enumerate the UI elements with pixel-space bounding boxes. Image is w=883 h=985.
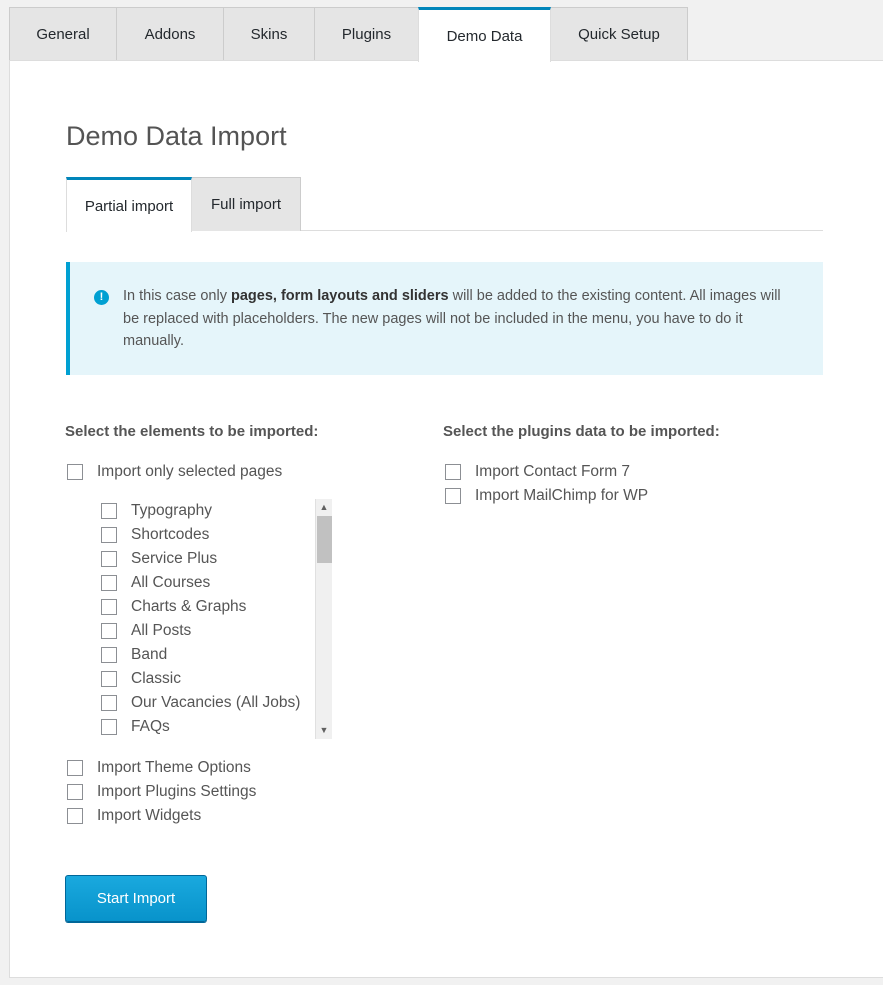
page-checkbox[interactable] <box>101 671 117 687</box>
page-checkbox[interactable] <box>101 527 117 543</box>
page-item-service-plus[interactable] <box>101 548 217 570</box>
notice-text-bold: pages, form layouts and sliders <box>231 288 449 304</box>
import-only-selected-checkbox[interactable] <box>67 464 83 480</box>
page-label: Typography <box>131 502 212 519</box>
import-mailchimp-checkbox[interactable] <box>445 488 461 504</box>
page-item-classic[interactable] <box>101 668 181 690</box>
import-widgets-checkbox[interactable] <box>67 808 83 824</box>
import-theme-options-option[interactable] <box>67 757 251 779</box>
page-label: Band <box>131 646 168 663</box>
page-label: FAQs <box>131 718 170 735</box>
import-contact-form-7-option[interactable] <box>445 461 630 483</box>
page-label: Classic <box>131 670 181 687</box>
tab-partial-import[interactable]: Partial import <box>66 177 192 232</box>
page-checkbox[interactable] <box>101 719 117 735</box>
notice-text-before: In this case only <box>123 288 231 304</box>
tab-general[interactable]: General <box>9 7 117 61</box>
page-item-shortcodes[interactable] <box>101 524 209 546</box>
page-checkbox[interactable] <box>101 551 117 567</box>
import-plugins-settings-option[interactable] <box>67 781 256 803</box>
page-item-charts-graphs[interactable] <box>101 596 246 618</box>
checkbox-label: Import Plugins Settings <box>97 783 257 800</box>
tab-quick-setup[interactable]: Quick Setup <box>550 7 688 61</box>
page-title: Demo Data Import <box>66 121 287 151</box>
tab-full-import[interactable]: Full import <box>191 177 301 231</box>
page-checkbox[interactable] <box>101 599 117 615</box>
page-checkbox[interactable] <box>101 503 117 519</box>
checkbox-label: Import MailChimp for WP <box>475 487 649 504</box>
page-item-typography[interactable] <box>101 500 212 522</box>
page-label: Charts & Graphs <box>131 598 247 615</box>
page-label: Our Vacancies (All Jobs) <box>131 694 301 711</box>
exclamation-circle-icon: ! <box>94 290 109 305</box>
import-mailchimp-option[interactable] <box>445 485 648 507</box>
page-item-band[interactable] <box>101 644 167 666</box>
tab-plugins[interactable]: Plugins <box>314 7 419 61</box>
page-label: All Posts <box>131 622 192 639</box>
page-item-our-vacancies[interactable] <box>101 692 300 714</box>
pages-list-scrollbar[interactable] <box>315 499 332 739</box>
page-item-all-posts[interactable] <box>101 620 191 642</box>
page-checkbox[interactable] <box>101 575 117 591</box>
checkbox-label: Import Theme Options <box>97 759 251 776</box>
page-checkbox[interactable] <box>101 623 117 639</box>
checkbox-label: Import Widgets <box>97 807 202 824</box>
chevron-down-icon[interactable]: ▼ <box>319 725 329 735</box>
elements-section-label: Select the elements to be imported: <box>65 423 319 440</box>
plugins-section-label: Select the plugins data to be imported: <box>443 423 720 440</box>
page-item-all-courses[interactable] <box>101 572 210 594</box>
tab-addons[interactable]: Addons <box>116 7 224 61</box>
page-label: All Courses <box>131 574 211 591</box>
import-contact-form-7-checkbox[interactable] <box>445 464 461 480</box>
scrollbar-thumb[interactable] <box>317 516 332 563</box>
tab-demo-data[interactable]: Demo Data <box>418 7 551 62</box>
page-label: Shortcodes <box>131 526 210 543</box>
tab-skins[interactable]: Skins <box>223 7 315 61</box>
notice-text-after: will be added to the existing content. All images will be replaced with placeholders. The new pages will not be included in the menu, you have to do it manually. <box>123 288 781 349</box>
page-item-faqs[interactable] <box>101 716 170 738</box>
page-checkbox[interactable] <box>101 695 117 711</box>
import-plugins-settings-checkbox[interactable] <box>67 784 83 800</box>
import-theme-options-checkbox[interactable] <box>67 760 83 776</box>
page-label: Service Plus <box>131 550 218 567</box>
checkbox-label: Import Contact Form 7 <box>475 463 631 480</box>
import-only-selected-option[interactable] <box>67 461 282 483</box>
checkbox-label: Import only selected pages <box>97 463 283 480</box>
info-notice <box>66 262 823 375</box>
start-import-button[interactable]: Start Import <box>65 875 207 922</box>
pages-list[interactable] <box>101 499 315 739</box>
page-checkbox[interactable] <box>101 647 117 663</box>
import-widgets-option[interactable] <box>67 805 201 827</box>
chevron-up-icon[interactable]: ▲ <box>319 502 329 512</box>
